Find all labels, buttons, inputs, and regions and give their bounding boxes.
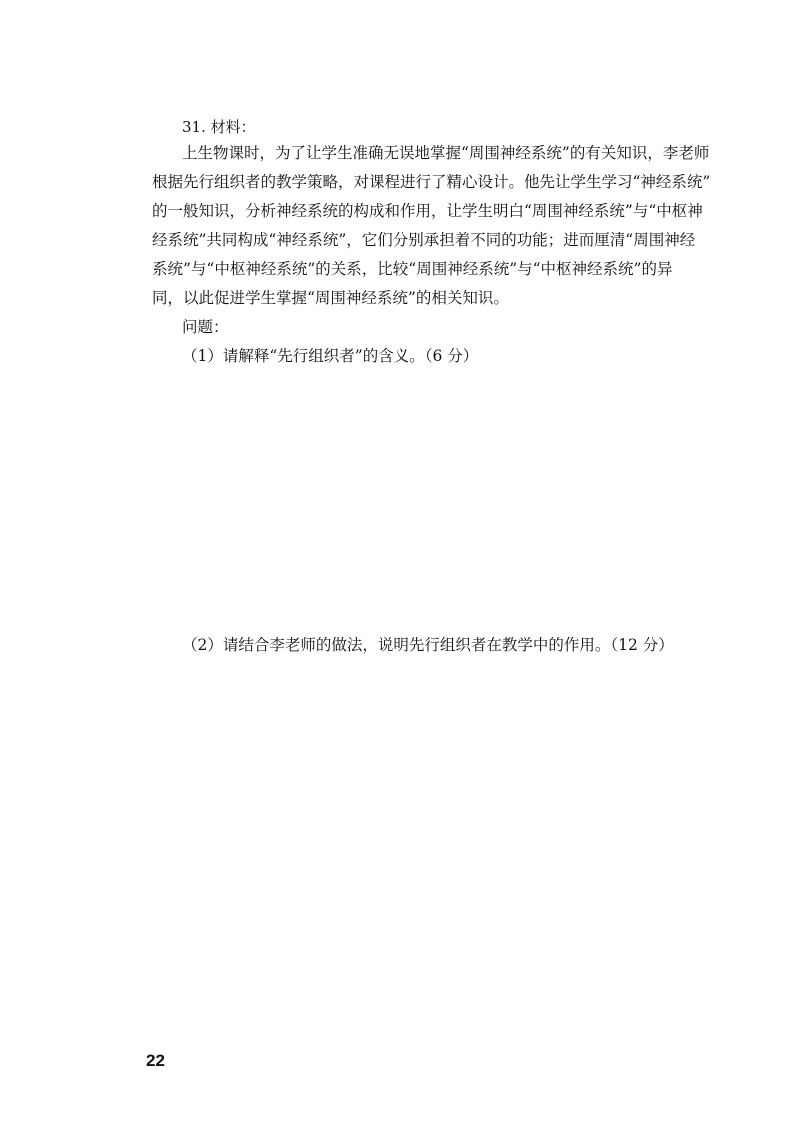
sub-question-2: （2）请结合李老师的做法，说明先行组织者在教学中的作用。（12 分）	[182, 636, 674, 654]
material-line: 的一般知识，分析神经系统的构成和作用，让学生明白“周围神经系统”与“中枢神	[152, 202, 703, 220]
material-line: 系统”与“中枢神经系统”的关系，比较“周围神经系统”与“中枢神经系统”的异	[152, 260, 673, 278]
material-line: 根据先行组织者的教学策略，对课程进行了精心设计。他先让学生学习“神经系统”	[152, 173, 711, 191]
material-paragraph	[152, 143, 752, 317]
page-number: 22	[146, 1051, 165, 1070]
sub-question-1: （1）请解释“先行组织者”的含义。（6 分）	[182, 347, 479, 365]
question-number-label: 31. 材料：	[182, 118, 256, 136]
material-line: 上生物课时，为了让学生准确无误地掌握“周围神经系统”的有关知识，李老师	[182, 144, 710, 162]
material-line: 同，以此促进学生掌握“周围神经系统”的相关知识。	[152, 289, 509, 307]
material-line: 经系统”共同构成“神经系统”，它们分别承担着不同的功能；进而厘清“周围神经	[152, 231, 696, 249]
questions-label: 问题：	[182, 318, 229, 336]
